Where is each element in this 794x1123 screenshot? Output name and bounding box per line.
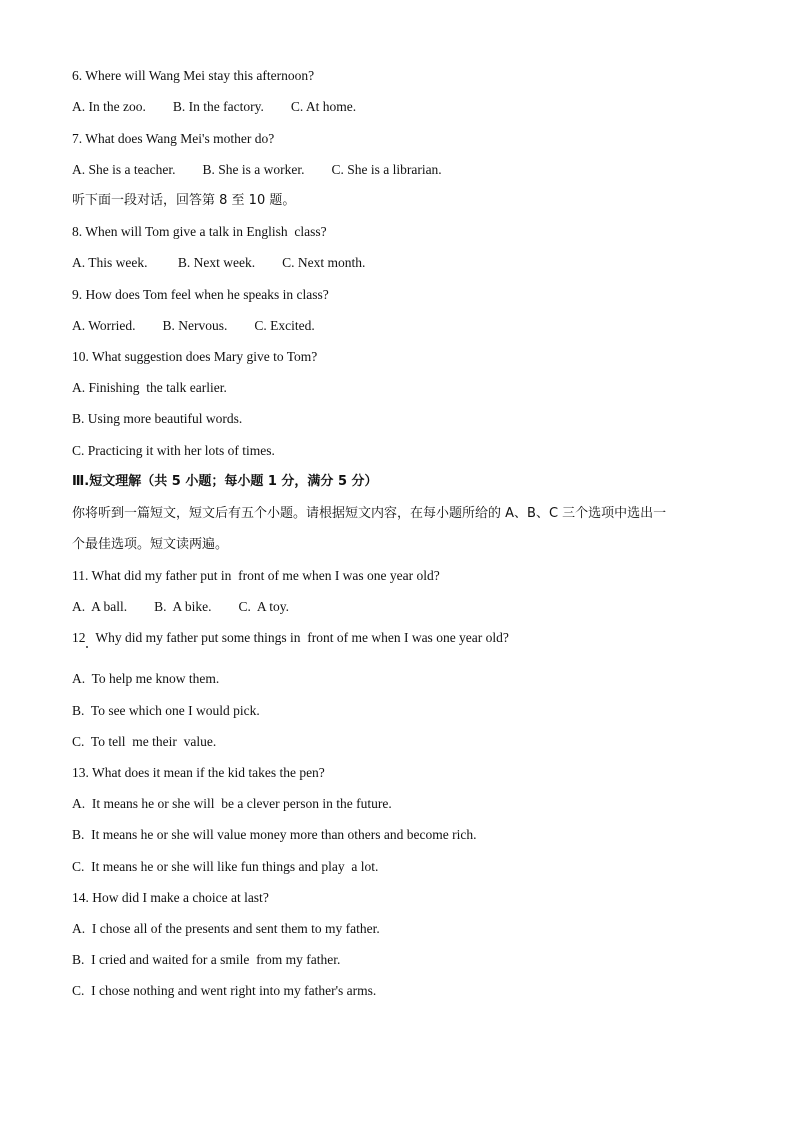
question-12: 12 Why did my father put some things in front of me when I was one year old?: [72, 630, 509, 645]
stray-dot: [86, 646, 88, 648]
option-10a: A. Finishing the talk earlier.: [72, 380, 227, 395]
option-13c: C. It means he or she will like fun things and play a lot.: [72, 859, 379, 874]
option-14a: A. I chose all of the presents and sent them to my father.: [72, 921, 380, 936]
section-heading: Ⅲ.短文理解（共 5 小题；每小题 1 分，满分 5 分）: [72, 474, 378, 489]
section-instruction-1: 你将听到一篇短文，短文后有五个小题。请根据短文内容，在每小题所给的 A、B、C 三个选项中选出一: [72, 506, 667, 521]
question-10: 10. What suggestion does Mary give to Tom?: [72, 349, 318, 364]
option-13b: B. It means he or she will value money more than others and become rich.: [72, 827, 477, 842]
section-instruction-2: 个最佳选项。短文读两遍。: [72, 537, 229, 552]
question-8: 8. When will Tom give a talk in English class?: [72, 224, 327, 239]
option-10b: B. Using more beautiful words.: [72, 411, 243, 426]
question-13: 13. What does it mean if the kid takes the pen?: [72, 765, 325, 780]
option-12c: C. To tell me their value.: [72, 734, 217, 749]
option-14c: C. I chose nothing and went right into my father's arms.: [72, 983, 377, 998]
option-10c: C. Practicing it with her lots of times.: [72, 443, 275, 458]
question-11: 11. What did my father put in front of me when I was one year old?: [72, 568, 440, 583]
option-13a: A. It means he or she will be a clever person in the future.: [72, 796, 392, 811]
question-9: 9. How does Tom feel when he speaks in class?: [72, 287, 329, 302]
options-7: A. She is a teacher. B. She is a worker. C. She is a librarian.: [72, 162, 442, 177]
option-12b: B. To see which one I would pick.: [72, 703, 260, 718]
question-14: 14. How did I make a choice at last?: [72, 890, 269, 905]
options-6: A. In the zoo. B. In the factory. C. At home.: [72, 99, 357, 114]
option-12a: A. To help me know them.: [72, 671, 220, 686]
question-6: 6. Where will Wang Mei stay this afternoon?: [72, 68, 315, 83]
option-14b: B. I cried and waited for a smile from my father.: [72, 952, 341, 967]
dialogue-instruction: 听下面一段对话，回答第 8 至 10 题。: [72, 193, 296, 208]
options-11: A. A ball. B. A bike. C. A toy.: [72, 599, 290, 614]
options-9: A. Worried. B. Nervous. C. Excited.: [72, 318, 315, 333]
options-8: A. This week. B. Next week. C. Next month.: [72, 255, 366, 270]
question-7: 7. What does Wang Mei's mother do?: [72, 131, 275, 146]
